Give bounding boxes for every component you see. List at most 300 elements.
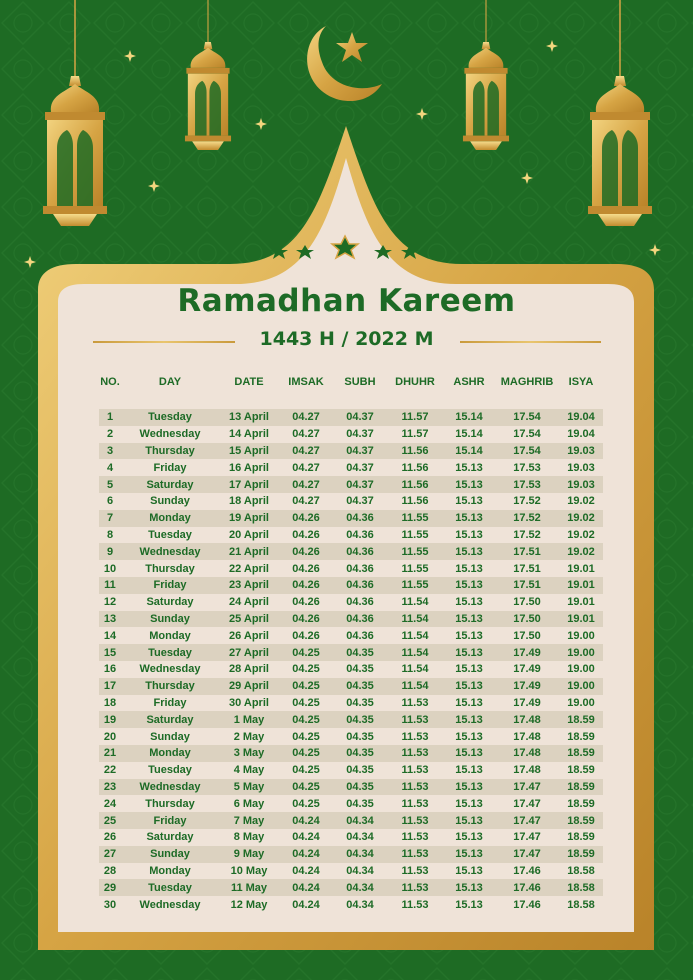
table-row [99,543,603,560]
col-imsak-header: IMSAK [288,376,324,388]
col-no-cell: 10 [99,560,121,577]
col-dhuhr-cell: 11.53 [387,711,443,728]
col-dhuhr-cell: 11.53 [387,795,443,812]
col-subh-cell: 04.35 [333,695,387,712]
col-imsak-cell: 04.27 [279,426,333,443]
col-ashr-cell: 15.13 [443,863,495,880]
col-day-cell: Friday [121,459,219,476]
col-ashr-cell: 15.14 [443,443,495,460]
col-date-cell: 25 April [219,611,279,628]
col-imsak-cell: 04.27 [279,459,333,476]
col-imsak-cell: 04.26 [279,611,333,628]
col-day-cell: Wednesday [121,426,219,443]
col-maghrib-cell: 17.50 [495,627,559,644]
col-isya-cell: 19.01 [559,577,603,594]
col-subh-cell: 04.37 [333,476,387,493]
col-date-cell: 1 May [219,711,279,728]
col-imsak-cell: 04.24 [279,846,333,863]
col-dhuhr-cell: 11.55 [387,560,443,577]
col-subh-cell: 04.34 [333,812,387,829]
col-imsak-cell: 04.27 [279,409,333,426]
table-row [99,644,603,661]
col-dhuhr-cell: 11.54 [387,661,443,678]
col-isya-cell: 19.00 [559,678,603,695]
col-day-cell: Tuesday [121,644,219,661]
col-date-cell: 24 April [219,594,279,611]
col-subh-cell: 04.34 [333,863,387,880]
col-ashr-cell: 15.13 [443,711,495,728]
col-subh-cell: 04.35 [333,728,387,745]
col-dhuhr-cell: 11.53 [387,745,443,762]
col-no-cell: 3 [99,443,121,460]
col-ashr-cell: 15.13 [443,695,495,712]
col-no-cell: 24 [99,795,121,812]
col-no-cell: 9 [99,543,121,560]
col-no-cell: 23 [99,779,121,796]
col-ashr-cell: 15.13 [443,678,495,695]
col-no-cell: 25 [99,812,121,829]
table-row [99,846,603,863]
col-imsak-cell: 04.26 [279,543,333,560]
col-ashr-cell: 15.14 [443,426,495,443]
col-maghrib-cell: 17.49 [495,695,559,712]
col-ashr-cell: 15.14 [443,409,495,426]
col-isya-cell: 19.01 [559,594,603,611]
table-row [99,527,603,544]
col-date-cell: 15 April [219,443,279,460]
col-no-cell: 5 [99,476,121,493]
col-date-cell: 23 April [219,577,279,594]
col-dhuhr-cell: 11.56 [387,493,443,510]
col-date-cell: 16 April [219,459,279,476]
col-day-cell: Wednesday [121,661,219,678]
col-ashr-header: ASHR [453,376,485,388]
col-subh-cell: 04.34 [333,846,387,863]
col-dhuhr-cell: 11.56 [387,459,443,476]
col-dhuhr-cell: 11.54 [387,644,443,661]
col-isya-cell: 19.01 [559,560,603,577]
col-maghrib-cell: 17.51 [495,577,559,594]
col-ashr-cell: 15.13 [443,459,495,476]
col-date-cell: 28 April [219,661,279,678]
col-dhuhr-cell: 11.56 [387,443,443,460]
col-dhuhr-cell: 11.53 [387,879,443,896]
col-subh-cell: 04.36 [333,577,387,594]
col-imsak-cell: 04.24 [279,863,333,880]
col-isya-cell: 19.00 [559,661,603,678]
col-dhuhr-cell: 11.56 [387,476,443,493]
col-dhuhr-cell: 11.54 [387,627,443,644]
col-maghrib-cell: 17.49 [495,644,559,661]
col-dhuhr-cell: 11.53 [387,779,443,796]
col-imsak-cell: 04.26 [279,594,333,611]
col-date-cell: 27 April [219,644,279,661]
col-dhuhr-cell: 11.53 [387,695,443,712]
col-day-cell: Monday [121,745,219,762]
col-maghrib-cell: 17.51 [495,560,559,577]
col-ashr-cell: 15.13 [443,896,495,913]
col-subh-cell: 04.35 [333,711,387,728]
col-imsak-cell: 04.24 [279,829,333,846]
col-isya-cell: 18.59 [559,762,603,779]
col-ashr-cell: 15.13 [443,846,495,863]
col-date-cell: 29 April [219,678,279,695]
table-row [99,661,603,678]
col-ashr-cell: 15.13 [443,627,495,644]
col-day-cell: Saturday [121,476,219,493]
col-subh-cell: 04.36 [333,543,387,560]
col-day-header: DAY [158,376,182,388]
col-maghrib-header: MAGHRIB [500,376,554,388]
col-dhuhr-cell: 11.53 [387,829,443,846]
col-day-cell: Friday [121,577,219,594]
col-dhuhr-cell: 11.53 [387,863,443,880]
table-row [99,560,603,577]
table-row [99,795,603,812]
col-subh-cell: 04.35 [333,678,387,695]
col-isya-cell: 18.59 [559,711,603,728]
col-dhuhr-cell: 11.54 [387,611,443,628]
col-subh-cell: 04.36 [333,560,387,577]
col-ashr-cell: 15.13 [443,829,495,846]
col-subh-cell: 04.35 [333,661,387,678]
col-subh-cell: 04.34 [333,879,387,896]
col-dhuhr-cell: 11.53 [387,728,443,745]
year-subtitle: 1443 H / 2022 M [259,328,434,350]
table-row [99,426,603,443]
col-subh-cell: 04.35 [333,644,387,661]
col-ashr-cell: 15.13 [443,476,495,493]
col-no-cell: 15 [99,644,121,661]
col-date-cell: 2 May [219,728,279,745]
table-row [99,510,603,527]
col-no-cell: 7 [99,510,121,527]
page-title: Ramadhan Kareem [177,283,516,319]
col-subh-cell: 04.37 [333,409,387,426]
col-day-cell: Tuesday [121,527,219,544]
col-dhuhr-cell: 11.53 [387,896,443,913]
col-dhuhr-cell: 11.55 [387,527,443,544]
col-day-cell: Wednesday [121,543,219,560]
col-date-cell: 21 April [219,543,279,560]
col-isya-cell: 19.00 [559,627,603,644]
table-row [99,459,603,476]
col-isya-cell: 19.00 [559,644,603,661]
col-no-cell: 14 [99,627,121,644]
col-ashr-cell: 15.13 [443,661,495,678]
col-imsak-cell: 04.25 [279,779,333,796]
col-date-cell: 6 May [219,795,279,812]
col-day-cell: Sunday [121,611,219,628]
col-imsak-cell: 04.27 [279,476,333,493]
col-dhuhr-cell: 11.55 [387,543,443,560]
col-no-cell: 4 [99,459,121,476]
col-isya-cell: 19.04 [559,426,603,443]
col-date-cell: 17 April [219,476,279,493]
col-no-cell: 26 [99,829,121,846]
col-maghrib-cell: 17.51 [495,543,559,560]
table-row [99,762,603,779]
col-maghrib-cell: 17.53 [495,459,559,476]
col-day-cell: Tuesday [121,409,219,426]
col-isya-cell: 19.03 [559,459,603,476]
col-isya-cell: 19.03 [559,476,603,493]
col-ashr-cell: 15.13 [443,527,495,544]
col-subh-cell: 04.36 [333,627,387,644]
col-isya-cell: 18.59 [559,795,603,812]
col-ashr-cell: 15.13 [443,762,495,779]
col-maghrib-cell: 17.46 [495,879,559,896]
col-ashr-cell: 15.13 [443,644,495,661]
col-maghrib-cell: 17.48 [495,745,559,762]
col-no-cell: 29 [99,879,121,896]
col-ashr-cell: 15.13 [443,493,495,510]
col-maghrib-cell: 17.53 [495,476,559,493]
col-imsak-cell: 04.24 [279,879,333,896]
col-day-cell: Saturday [121,594,219,611]
col-date-cell: 30 April [219,695,279,712]
col-imsak-cell: 04.25 [279,745,333,762]
col-subh-cell: 04.35 [333,779,387,796]
col-dhuhr-cell: 11.55 [387,510,443,527]
col-day-cell: Saturday [121,711,219,728]
col-isya-cell: 18.59 [559,846,603,863]
col-maghrib-cell: 17.52 [495,493,559,510]
col-day-cell: Sunday [121,493,219,510]
col-isya-cell: 19.02 [559,510,603,527]
col-date-cell: 5 May [219,779,279,796]
col-day-cell: Monday [121,863,219,880]
table-row [99,812,603,829]
col-isya-cell: 19.03 [559,443,603,460]
col-day-cell: Friday [121,695,219,712]
col-no-cell: 17 [99,678,121,695]
col-maghrib-cell: 17.46 [495,863,559,880]
col-maghrib-cell: 17.54 [495,443,559,460]
col-dhuhr-cell: 11.54 [387,678,443,695]
col-imsak-cell: 04.26 [279,560,333,577]
col-maghrib-cell: 17.50 [495,594,559,611]
col-maghrib-cell: 17.54 [495,426,559,443]
col-day-cell: Sunday [121,846,219,863]
table-row [99,879,603,896]
col-dhuhr-cell: 11.53 [387,846,443,863]
col-date-cell: 26 April [219,627,279,644]
table-row [99,577,603,594]
col-no-cell: 6 [99,493,121,510]
col-ashr-cell: 15.13 [443,594,495,611]
col-dhuhr-cell: 11.57 [387,409,443,426]
col-maghrib-cell: 17.48 [495,762,559,779]
col-subh-cell: 04.36 [333,527,387,544]
col-maghrib-cell: 17.50 [495,611,559,628]
col-date-cell: 22 April [219,560,279,577]
col-maghrib-cell: 17.47 [495,829,559,846]
table-row [99,476,603,493]
col-isya-cell: 19.02 [559,543,603,560]
col-no-cell: 19 [99,711,121,728]
col-subh-cell: 04.37 [333,443,387,460]
table-row [99,627,603,644]
col-no-header: NO. [100,376,120,388]
col-no-cell: 30 [99,896,121,913]
col-imsak-cell: 04.25 [279,644,333,661]
col-maghrib-cell: 17.48 [495,728,559,745]
table-row [99,695,603,712]
col-maghrib-cell: 17.52 [495,510,559,527]
col-maghrib-cell: 17.52 [495,527,559,544]
col-imsak-cell: 04.25 [279,661,333,678]
col-ashr-cell: 15.13 [443,543,495,560]
col-isya-cell: 19.01 [559,611,603,628]
col-imsak-cell: 04.25 [279,795,333,812]
col-isya-cell: 18.59 [559,829,603,846]
col-date-cell: 13 April [219,409,279,426]
col-isya-cell: 18.58 [559,896,603,913]
table-row [99,443,603,460]
col-maghrib-cell: 17.47 [495,795,559,812]
col-day-cell: Thursday [121,560,219,577]
col-isya-cell: 18.59 [559,812,603,829]
col-subh-cell: 04.36 [333,510,387,527]
col-subh-header: SUBH [344,376,376,388]
col-dhuhr-cell: 11.55 [387,577,443,594]
col-imsak-cell: 04.26 [279,510,333,527]
col-no-cell: 2 [99,426,121,443]
col-date-cell: 14 April [219,426,279,443]
col-no-cell: 22 [99,762,121,779]
col-imsak-cell: 04.27 [279,443,333,460]
col-no-cell: 13 [99,611,121,628]
col-isya-header: ISYA [568,376,594,388]
col-no-cell: 12 [99,594,121,611]
col-day-cell: Tuesday [121,879,219,896]
col-subh-cell: 04.37 [333,493,387,510]
table-row [99,829,603,846]
prayer-times-table [99,371,603,913]
table-row [99,493,603,510]
table-row [99,863,603,880]
col-no-cell: 20 [99,728,121,745]
col-subh-cell: 04.35 [333,745,387,762]
table-row [99,611,603,628]
col-subh-cell: 04.36 [333,594,387,611]
table-row [99,745,603,762]
col-maghrib-cell: 17.47 [495,779,559,796]
col-day-cell: Friday [121,812,219,829]
col-date-cell: 12 May [219,896,279,913]
col-dhuhr-cell: 11.53 [387,762,443,779]
col-day-cell: Sunday [121,728,219,745]
col-day-cell: Wednesday [121,779,219,796]
col-ashr-cell: 15.13 [443,879,495,896]
col-no-cell: 18 [99,695,121,712]
col-imsak-cell: 04.25 [279,728,333,745]
col-date-cell: 3 May [219,745,279,762]
col-imsak-cell: 04.25 [279,762,333,779]
table-row [99,711,603,728]
col-ashr-cell: 15.13 [443,728,495,745]
table-row [99,594,603,611]
col-subh-cell: 04.35 [333,795,387,812]
col-day-cell: Saturday [121,829,219,846]
col-imsak-cell: 04.24 [279,896,333,913]
col-imsak-cell: 04.27 [279,493,333,510]
col-maghrib-cell: 17.47 [495,846,559,863]
col-imsak-cell: 04.24 [279,812,333,829]
col-imsak-cell: 04.25 [279,678,333,695]
col-subh-cell: 04.36 [333,611,387,628]
col-ashr-cell: 15.13 [443,611,495,628]
table-row [99,728,603,745]
col-no-cell: 27 [99,846,121,863]
col-subh-cell: 04.34 [333,896,387,913]
col-isya-cell: 18.58 [559,879,603,896]
col-no-cell: 28 [99,863,121,880]
col-no-cell: 11 [99,577,121,594]
col-date-cell: 20 April [219,527,279,544]
col-date-header: DATE [234,376,264,388]
col-day-cell: Thursday [121,678,219,695]
col-subh-cell: 04.34 [333,829,387,846]
col-day-cell: Thursday [121,795,219,812]
col-imsak-cell: 04.26 [279,627,333,644]
col-ashr-cell: 15.13 [443,795,495,812]
col-date-cell: 10 May [219,863,279,880]
col-date-cell: 9 May [219,846,279,863]
col-ashr-cell: 15.13 [443,745,495,762]
col-date-cell: 4 May [219,762,279,779]
table-row [99,896,603,913]
col-no-cell: 21 [99,745,121,762]
col-day-cell: Thursday [121,443,219,460]
col-day-cell: Tuesday [121,762,219,779]
col-imsak-cell: 04.26 [279,577,333,594]
col-isya-cell: 19.04 [559,409,603,426]
col-ashr-cell: 15.13 [443,779,495,796]
col-maghrib-cell: 17.49 [495,661,559,678]
table-row [99,678,603,695]
table-header-row [99,371,603,409]
col-isya-cell: 18.58 [559,863,603,880]
col-day-cell: Monday [121,627,219,644]
col-maghrib-cell: 17.54 [495,409,559,426]
col-date-cell: 8 May [219,829,279,846]
col-ashr-cell: 15.13 [443,560,495,577]
col-imsak-cell: 04.25 [279,711,333,728]
col-isya-cell: 18.59 [559,745,603,762]
col-no-cell: 8 [99,527,121,544]
col-dhuhr-header: DHUHR [395,376,435,388]
col-day-cell: Wednesday [121,896,219,913]
col-date-cell: 11 May [219,879,279,896]
col-date-cell: 19 April [219,510,279,527]
col-day-cell: Monday [121,510,219,527]
col-subh-cell: 04.37 [333,426,387,443]
col-imsak-cell: 04.25 [279,695,333,712]
col-subh-cell: 04.37 [333,459,387,476]
col-date-cell: 7 May [219,812,279,829]
col-maghrib-cell: 17.49 [495,678,559,695]
col-isya-cell: 18.59 [559,728,603,745]
divider-right [460,341,601,343]
col-no-cell: 1 [99,409,121,426]
col-ashr-cell: 15.13 [443,577,495,594]
col-isya-cell: 18.59 [559,779,603,796]
col-ashr-cell: 15.13 [443,510,495,527]
col-date-cell: 18 April [219,493,279,510]
col-dhuhr-cell: 11.54 [387,594,443,611]
